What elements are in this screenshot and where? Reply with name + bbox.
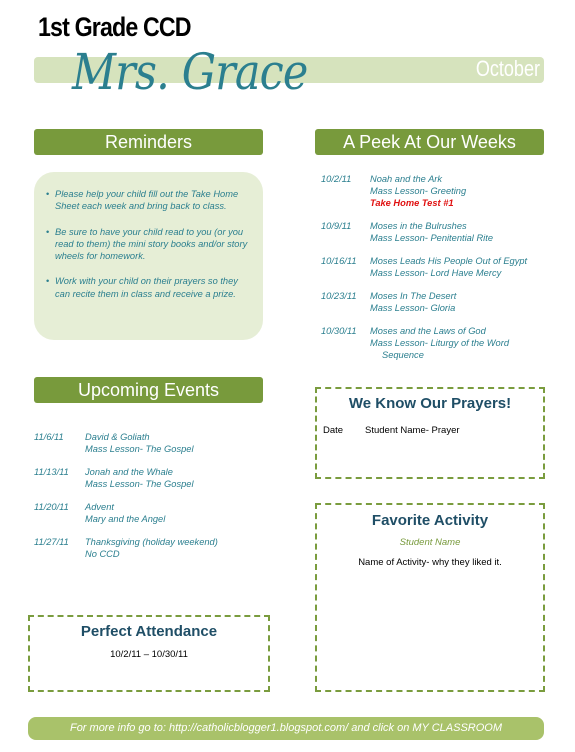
activity-detail: Name of Activity- why they liked it. [358, 557, 502, 568]
reminder-item: • Please help your child fill out the Take Home Sheet each week and bring back to class. [46, 188, 253, 213]
event-lesson: David & Goliath [85, 432, 150, 442]
reminders-heading: Reminders [34, 129, 263, 155]
reminder-item: • Be sure to have your child read to you (or you read to them) the mini story books and/or story wheels for homework. [46, 226, 253, 263]
event-detail: Mary and the Angel [85, 514, 166, 524]
events-heading: Upcoming Events [34, 377, 263, 403]
teacher-name: Mrs. Grace [72, 43, 308, 101]
week-mass-lesson: Mass Lesson- Lord Have Mercy [370, 268, 502, 278]
week-mass-lesson: Mass Lesson- Greeting [370, 186, 467, 196]
month-label: October 2011 [475, 56, 540, 107]
week-lesson: Moses in the Bulrushes [370, 221, 467, 231]
event-mass-lesson: Mass Lesson- The Gospel [85, 444, 194, 454]
week-mass-lesson: Mass Lesson- Penitential Rite [370, 233, 493, 243]
reminder-item: • Work with your child on their prayers so they can recite them in class and receive a prize. [46, 275, 253, 300]
prayers-date-column: Date [323, 425, 344, 436]
week-lesson: Moses and the Laws of God [370, 326, 486, 336]
week-date: 10/16/11 [321, 256, 357, 266]
event-date: 11/13/11 [34, 467, 69, 477]
prayers-student-column: Student Name- Prayer [365, 425, 460, 436]
event-lesson: Jonah and the Whale [85, 467, 173, 477]
activity-student-name: Student Name [399, 537, 461, 548]
prayers-heading: We Know Our Prayers! [348, 395, 512, 412]
attendance-heading: Perfect Attendance [80, 623, 218, 640]
week-mass-lesson: Mass Lesson- Liturgy of the Word [370, 338, 509, 348]
event-date: 11/27/11 [34, 537, 69, 547]
event-mass-lesson: Mass Lesson- The Gospel [85, 479, 194, 489]
event-date: 11/6/11 [34, 432, 64, 442]
event-lesson: Advent [85, 502, 114, 512]
week-note: Take Home Test #1 [370, 198, 454, 208]
attendance-range: 10/2/11 – 10/30/11 [110, 649, 188, 660]
week-mass-lesson-cont: Sequence [382, 350, 424, 360]
event-lesson: Thanksgiving (holiday weekend) [85, 537, 218, 547]
week-lesson: Noah and the Ark [370, 174, 443, 184]
page-title: 1st Grade CCD [38, 12, 191, 42]
event-detail: No CCD [85, 549, 120, 559]
activity-box [315, 503, 545, 692]
prayers-box [315, 387, 545, 479]
event-date: 11/20/11 [34, 502, 69, 512]
week-lesson: Moses Leads His People Out of Egypt [370, 256, 528, 266]
activity-heading: Favorite Activity [371, 512, 489, 529]
week-date: 10/2/11 [321, 174, 352, 184]
footer-info: For more info go to: http://catholicblogger1.blogspot.com/ and click on MY CLASSROOM [28, 717, 544, 740]
reminders-box [34, 172, 263, 340]
week-mass-lesson: Mass Lesson- Gloria [370, 303, 456, 313]
week-date: 10/23/11 [321, 291, 357, 301]
week-date: 10/9/11 [321, 221, 352, 231]
weeks-heading: A Peek At Our Weeks [315, 129, 544, 155]
attendance-box [28, 615, 270, 692]
week-lesson: Moses In The Desert [370, 291, 457, 301]
week-date: 10/30/11 [321, 326, 357, 336]
